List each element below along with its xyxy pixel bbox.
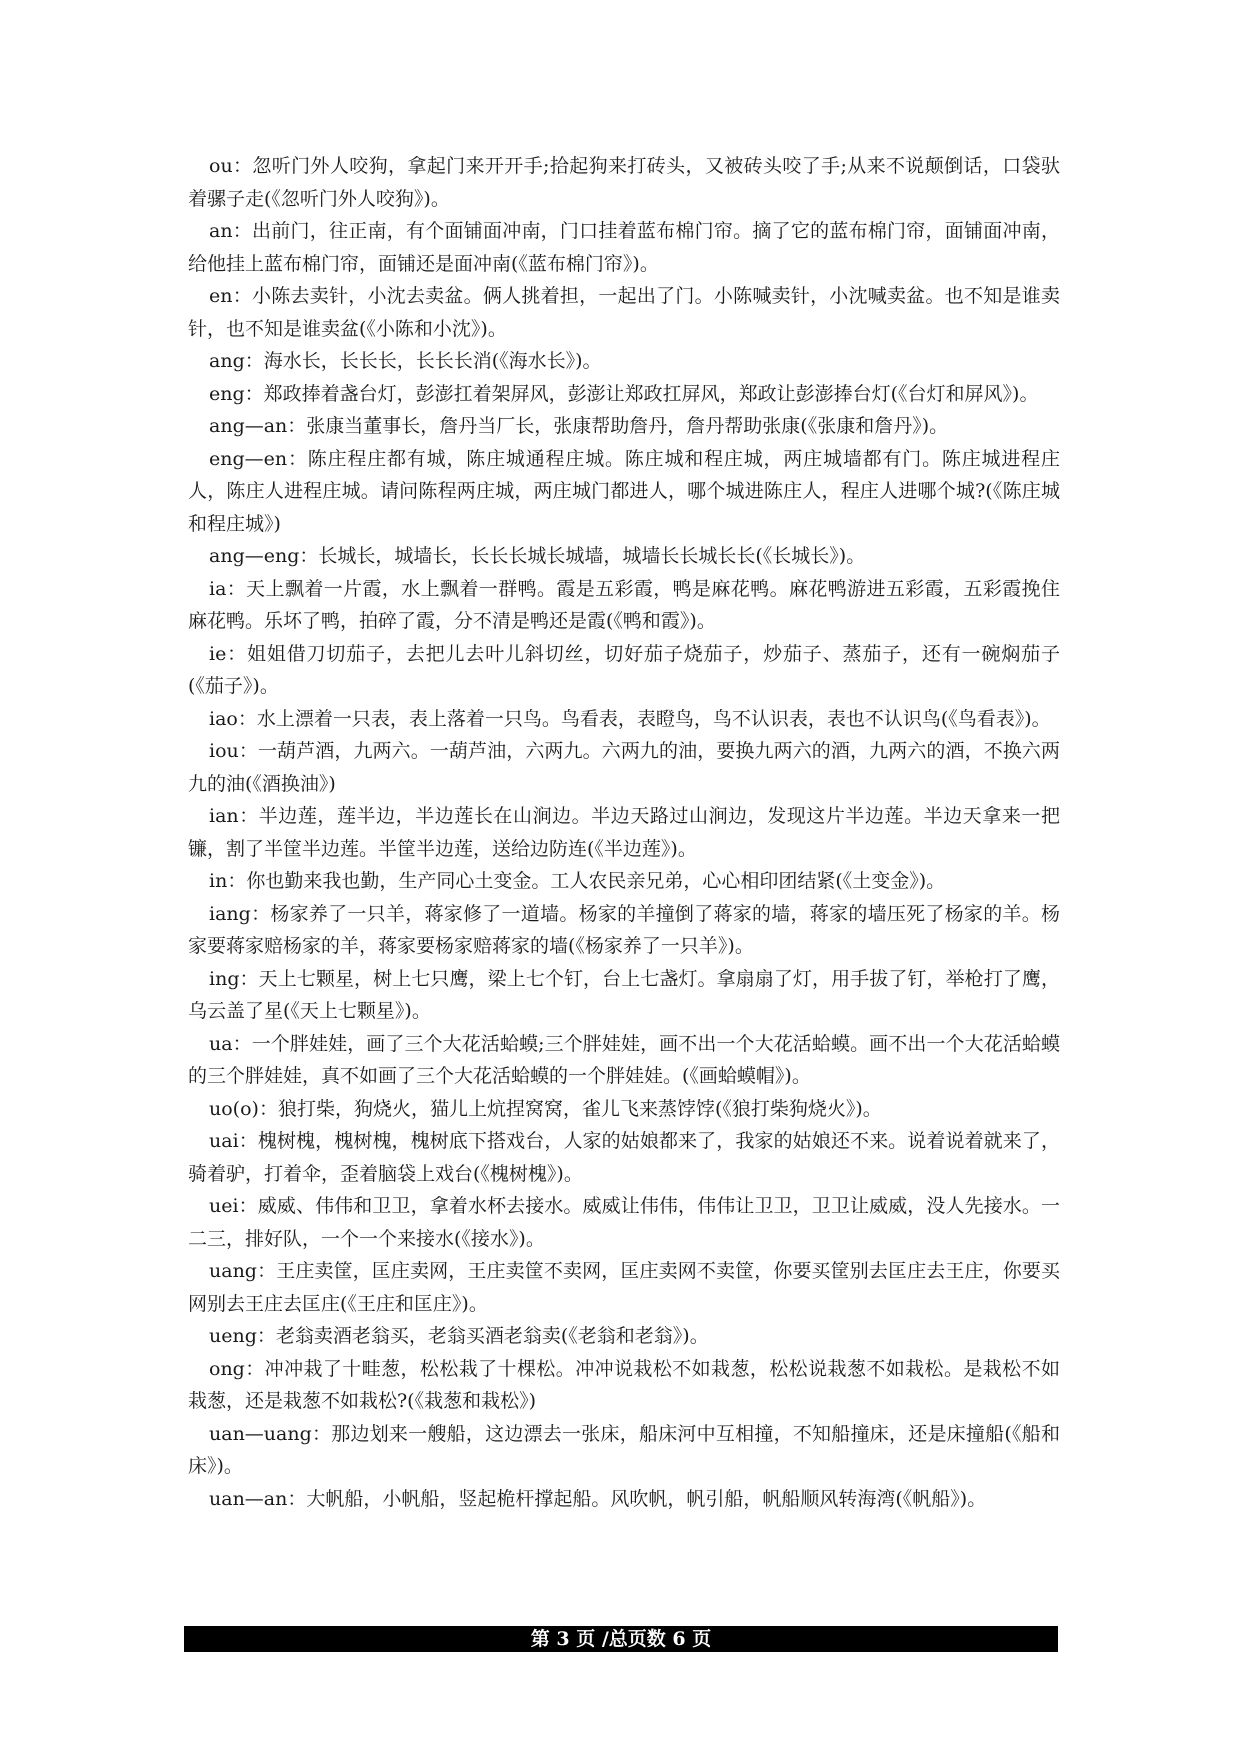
paragraph: iou：一葫芦酒，九两六。一葫芦油，六两九。六两九的油，要换九两六的酒，九两六的酒，不换六两九的油(《酒换油》) (188, 740, 1060, 795)
paragraph: uang：王庄卖筐，匡庄卖网，王庄卖筐不卖网，匡庄卖网不卖筐，你要买筐别去匡庄去王庄，你要买网别去王庄去匡庄(《王庄和匡庄》)。 (188, 1260, 1060, 1315)
paragraph: ang—eng：长城长，城墙长，长长长城长城墙，城墙长长城长长(《长城长》)。 (209, 545, 866, 567)
paragraph: uo(o)：狼打柴，狗烧火，猫儿上炕捏窝窝，雀儿飞来蒸饽饽(《狼打柴狗烧火》)。 (209, 1097, 882, 1120)
paragraph: ua：一个胖娃娃，画了三个大花活蛤蟆;三个胖娃娃，画不出一个大花活蛤蟆。画不出一个大花活蛤蟆的三个胖娃娃，真不如画了三个大花活蛤蟆的一个胖娃娃。(《画蛤蟆帽》)。 (188, 1032, 1060, 1087)
paragraph: ueng：老翁卖酒老翁买，老翁买酒老翁卖(《老翁和老翁》)。 (209, 1325, 709, 1347)
paragraph: ing：天上七颗星，树上七只鹰，梁上七个钉，台上七盏灯。拿扇扇了灯，用手拔了钉，举枪打了鹰，乌云盖了星(《天上七颗星》)。 (188, 967, 1060, 1022)
paragraph: iao：水上漂着一只表，表上落着一只鸟。鸟看表，表瞪鸟，鸟不认识表，表也不认识鸟(《鸟看表》)。 (209, 707, 1051, 730)
paragraph: uan—uang：那边划来一艘船，这边漂去一张床，船床河中互相撞，不知船撞床，还是床撞船(《船和床》)。 (188, 1422, 1060, 1477)
page-number-label: 第 3 页 /总页数 6 页 (530, 1628, 712, 1650)
paragraph: eng—en：陈庄程庄都有城，陈庄城通程庄城。陈庄城和程庄城，两庄城墙都有门。陈庄城进程庄人，陈庄人进程庄城。请问陈程两庄城，两庄城门都进人，哪个城进陈庄人，程庄人进哪个城?(《陈庄城和程庄城》) (188, 447, 1060, 535)
paragraph: ang：海水长，长长长，长长长消(《海水长》)。 (209, 350, 602, 372)
paragraph: iang：杨家养了一只羊，蒋家修了一道墙。杨家的羊撞倒了蒋家的墙，蒋家的墙压死了杨家的羊。杨家要蒋家赔杨家的羊，蒋家要杨家赔蒋家的墙(《杨家养了一只羊》)。 (188, 902, 1060, 957)
paragraph: uei：威威、伟伟和卫卫，拿着水杯去接水。威威让伟伟，伟伟让卫卫，卫卫让威威，没人先接水。一二三，排好队，一个一个来接水(《接水》)。 (188, 1195, 1060, 1250)
paragraph: ang—an：张康当董事长，詹丹当厂长，张康帮助詹丹，詹丹帮助张康(《张康和詹丹》)。 (209, 415, 949, 437)
paragraph: an：出前门，往正南，有个面铺面冲南，门口挂着蓝布棉门帘。摘了它的蓝布棉门帘，面铺面冲南，给他挂上蓝布棉门帘，面铺还是面冲南(《蓝布棉门帘》)。 (188, 220, 1060, 275)
paragraph: in：你也勤来我也勤，生产同心土变金。工人农民亲兄弟，心心相印团结紧(《土变金》)。 (209, 870, 946, 892)
paragraph: eng：郑政捧着盏台灯，彭澎扛着架屏风，彭澎让郑政扛屏风，郑政让彭澎捧台灯(《台灯和屏风》)。 (209, 382, 1039, 405)
paragraph: uan—an：大帆船，小帆船，竖起桅杆撑起船。风吹帆，帆引船，帆船顺风转海湾(《帆船》)。 (209, 1487, 987, 1510)
paragraph: uai：槐树槐，槐树槐，槐树底下搭戏台，人家的姑娘都来了，我家的姑娘还不来。说着说着就来了，骑着驴，打着伞，歪着脑袋上戏台(《槐树槐》)。 (188, 1130, 1060, 1185)
paragraph: ie：姐姐借刀切茄子，去把儿去叶儿斜切丝，切好茄子烧茄子，炒茄子、蒸茄子，还有一碗焖茄子(《茄子》)。 (188, 642, 1060, 697)
paragraph: ia：天上飘着一片霞，水上飘着一群鸭。霞是五彩霞，鸭是麻花鸭。麻花鸭游进五彩霞，五彩霞挽住麻花鸭。乐坏了鸭，拍碎了霞，分不清是鸭还是霞(《鸭和霞》)。 (188, 577, 1060, 632)
page-body (188, 150, 1060, 1515)
paragraph: en：小陈去卖针，小沈去卖盆。俩人挑着担，一起出了门。小陈喊卖针，小沈喊卖盆。也不知是谁卖针，也不知是谁卖盆(《小陈和小沈》)。 (188, 285, 1060, 340)
paragraph: ong：冲冲栽了十畦葱，松松栽了十棵松。冲冲说栽松不如栽葱，松松说栽葱不如栽松。是栽松不如栽葱，还是栽葱不如栽松?(《栽葱和栽松》) (188, 1357, 1060, 1412)
paragraph: ou：忽听门外人咬狗，拿起门来开开手;拾起狗来打砖头，又被砖头咬了手;从来不说颠倒话，口袋驮着骡子走(《忽听门外人咬狗》)。 (188, 155, 1060, 210)
page-footer (184, 1626, 1058, 1652)
paragraph: ian：半边莲，莲半边，半边莲长在山涧边。半边天路过山涧边，发现这片半边莲。半边天拿来一把镰，割了半筐半边莲。半筐半边莲，送给边防连(《半边莲》)。 (188, 805, 1060, 860)
